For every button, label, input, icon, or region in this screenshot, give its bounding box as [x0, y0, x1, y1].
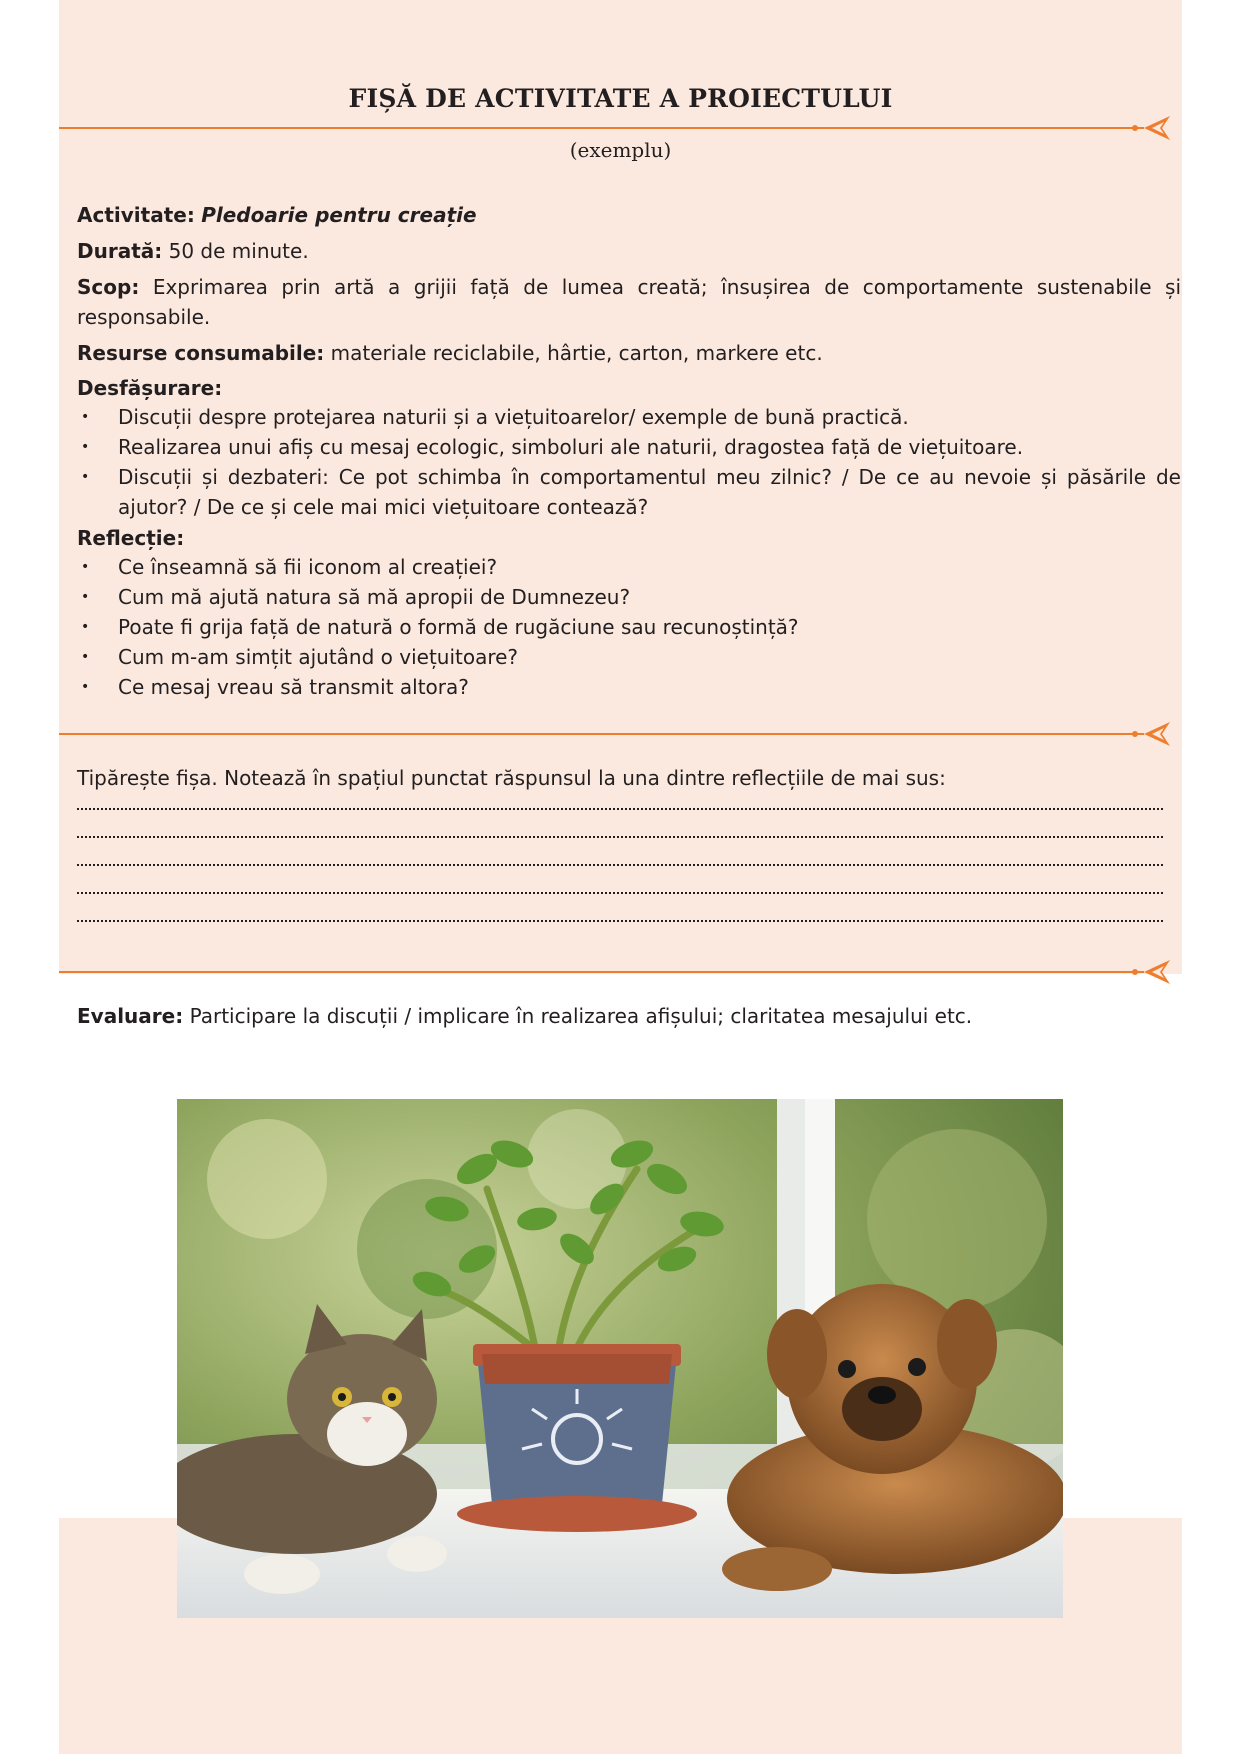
resources-line — [77, 338, 1181, 368]
answer-line[interactable] — [77, 806, 1163, 810]
evaluation-label: Evaluare: — [77, 1004, 184, 1028]
activity-label: Activitate: — [77, 203, 195, 227]
activity-name: Pledoarie pentru creație — [201, 203, 477, 227]
worksheet-bottom-divider — [59, 971, 1144, 973]
duration-label: Durată: — [77, 239, 163, 263]
activity-details — [77, 200, 1181, 704]
cat-dog-plant-photo — [177, 1099, 1063, 1618]
page-title: FIȘĂ DE ACTIVITATE A PROIECTULUI — [348, 84, 893, 113]
reflection-list — [77, 552, 1181, 702]
list-item: • Realizarea unui afiș cu mesaj ecologic, simboluri ale naturii, dragostea față de viețuitoare. — [77, 432, 1181, 462]
arrow-ornament-icon — [1130, 719, 1174, 749]
activity-line — [77, 200, 1181, 230]
answer-line[interactable] — [77, 890, 1163, 894]
resources-value: materiale reciclabile, hârtie, carton, markere etc. — [330, 341, 823, 365]
list-item: • Discuții și dezbateri: Ce pot schimba în comportamentul meu zilnic? / De ce au nevoie și păsările de ajutor? / De ce și cele mai mici viețuitoare contează? — [77, 462, 1181, 522]
arrow-ornament-icon — [1130, 957, 1174, 987]
page-subtitle: (exemplu) — [569, 138, 672, 162]
answer-line[interactable] — [77, 834, 1163, 838]
list-item: • Ce mesaj vreau să transmit altora? — [77, 672, 1181, 702]
resources-label: Resurse consumabile: — [77, 341, 325, 365]
evaluation-line — [77, 1004, 1181, 1028]
title-divider — [59, 127, 1144, 129]
process-list — [77, 402, 1181, 522]
list-item: • Poate fi grija față de natură o formă de rugăciune sau recunoștință? — [77, 612, 1181, 642]
process-heading: Desfășurare: — [77, 376, 223, 400]
photo-illustration — [177, 1099, 1063, 1618]
worksheet-prompt: Tipărește fișa. Notează în spațiul punctat răspunsul la una dintre reflecțiile de mai sus: — [77, 766, 946, 790]
list-item: • Ce înseamnă să fii iconom al creației? — [77, 552, 1181, 582]
scope-value: Exprimarea prin artă a grijii față de lumea creată; însușirea de comportamente sustenabile și responsabile. — [77, 275, 1181, 329]
scope-line — [77, 272, 1181, 332]
duration-value: 50 de minute. — [168, 239, 309, 263]
list-item: • Cum m-am simțit ajutând o viețuitoare? — [77, 642, 1181, 672]
worksheet-top-divider — [59, 733, 1144, 735]
duration-line — [77, 236, 1181, 266]
list-item: • Cum mă ajută natura să mă apropii de Dumnezeu? — [77, 582, 1181, 612]
answer-line[interactable] — [77, 918, 1163, 922]
reflection-heading: Reflecție: — [77, 526, 185, 550]
scope-label: Scop: — [77, 275, 140, 299]
answer-line[interactable] — [77, 862, 1163, 866]
evaluation-value: Participare la discuții / implicare în realizarea afișului; claritatea mesajului etc. — [189, 1004, 973, 1028]
list-item: • Discuții despre protejarea naturii și a viețuitoarelor/ exemple de bună practică. — [77, 402, 1181, 432]
